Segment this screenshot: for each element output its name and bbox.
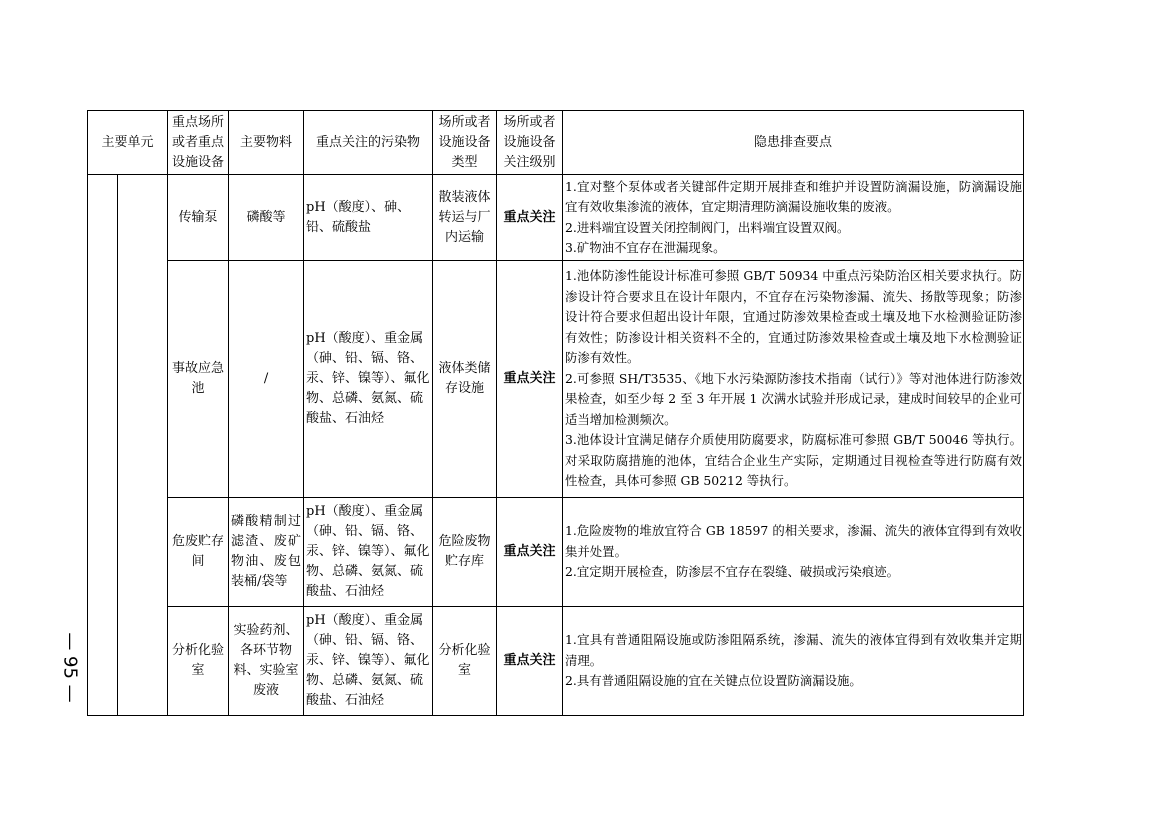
material-cell: 磷酸等: [229, 175, 304, 261]
table-row: [88, 175, 1024, 261]
header-site-type: 场所或者设施设备类型: [433, 111, 497, 175]
site-cell: 危废贮存间: [168, 498, 229, 607]
inspection-point: 2.可参照 SH/T3535、《地下水污染源防渗技术指南（试行）》等对池体进行防渗效果检查，如至少每 2 至 3 年开展 1 次满水试验并形成记录，建成时间较早的企业可适当增加检测频次。: [565, 370, 1023, 427]
table-row: [88, 607, 1024, 716]
main-unit-cell: [88, 175, 118, 716]
header-pollutant: 重点关注的污染物: [304, 111, 433, 175]
inspection-points-cell: [563, 175, 1024, 261]
attention-level-cell: 重点关注: [497, 261, 563, 498]
header-attention-level: 场所或者设施设备关注级别: [497, 111, 563, 175]
page-number-text: — 95 —: [59, 631, 81, 703]
material-cell: /: [229, 261, 304, 498]
site-type-cell: 液体类储存设施: [433, 261, 497, 498]
header-main-material: 主要物料: [229, 111, 304, 175]
inspection-points-cell: [563, 498, 1024, 607]
header-main-unit: 主要单元: [88, 111, 168, 175]
inspection-points-cell: [563, 607, 1024, 716]
material-cell: 磷酸精制过滤渣、废矿物油、废包装桶/袋等: [229, 498, 304, 607]
pollutant-cell: pH（酸度）、重金属（砷、铅、镉、铬、汞、锌、镍等）、氟化物、总磷、氨氮、硫酸盐、石油烃: [304, 498, 433, 607]
table-row: [88, 261, 1024, 498]
pollutant-cell: pH（酸度）、重金属（砷、铅、镉、铬、汞、锌、镍等）、氟化物、总磷、氨氮、硫酸盐、石油烃: [304, 607, 433, 716]
inspection-point: 2.进料端宜设置关闭控制阀门，出料端宜设置双阀。: [565, 219, 850, 235]
inspection-table: [87, 110, 1024, 716]
header-row: [88, 111, 1024, 175]
attention-level-cell: 重点关注: [497, 498, 563, 607]
inspection-point: 1.池体防渗性能设计标准可参照 GB/T 50934 中重点污染防治区相关要求执行。防渗设计符合要求且在设计年限内，不宜存在污染物渗漏、流失、扬散等现象；防渗设计符合要求但超出设计年限，宜通过防渗效果检查或土壤及地下水检测验证防渗有效性；防渗设计相关资料不全的，宜通过防渗效果检查或土壤及地下水检测验证防渗有效性。: [565, 268, 1023, 366]
table-row: [88, 498, 1024, 607]
inspection-point: 3.矿物油不宜存在泄漏现象。: [565, 240, 726, 255]
page-number: [52, 622, 88, 712]
site-cell: 传输泵: [168, 175, 229, 261]
site-cell: 事故应急池: [168, 261, 229, 498]
sub-unit-cell: [118, 175, 168, 716]
attention-level-cell: 重点关注: [497, 607, 563, 716]
inspection-point: 3.池体设计宜满足储存介质使用防腐要求，防腐标准可参照 GB/T 50046 等执行。对采取防腐措施的池体，宜结合企业生产实际，定期通过目视检查等进行防腐有效性检查，具体可参照 GB 50212 等执行。: [565, 432, 1023, 489]
inspection-points-cell: [563, 261, 1024, 498]
inspection-point: 2.具有普通阻隔设施的宜在关键点位设置防滴漏设施。: [565, 673, 862, 689]
pollutant-cell: pH（酸度）、重金属（砷、铅、镉、铬、汞、锌、镍等）、氟化物、总磷、氨氮、硫酸盐、石油烃: [304, 261, 433, 498]
attention-level-cell: 重点关注: [497, 175, 563, 261]
header-inspection-points: 隐患排查要点: [563, 111, 1024, 175]
inspection-point: 1.宜对整个泵体或者关键部件定期开展排查和维护并设置防滴漏设施，防滴漏设施宜有效收集渗流的液体，宜定期清理防滴漏设施收集的废液。: [565, 178, 1023, 214]
site-type-cell: 危险废物贮存库: [433, 498, 497, 607]
site-type-cell: 散装液体转运与厂内运输: [433, 175, 497, 261]
site-cell: 分析化验室: [168, 607, 229, 716]
inspection-point: 2.宜定期开展检查，防渗层不宜存在裂缝、破损或污染痕迹。: [565, 564, 899, 580]
material-cell: 实验药剂、各环节物料、实验室废液: [229, 607, 304, 716]
header-key-site: 重点场所或者重点设施设备: [168, 111, 229, 175]
site-type-cell: 分析化验室: [433, 607, 497, 716]
pollutant-cell: pH（酸度）、砷、铅、硫酸盐: [304, 175, 433, 261]
inspection-point: 1.宜具有普通阻隔设施或防渗阻隔系统，渗漏、流失的液体宜得到有效收集并定期清理。: [565, 632, 1023, 668]
inspection-point: 1.危险废物的堆放宜符合 GB 18597 的相关要求，渗漏、流失的液体宜得到有效收集并处置。: [565, 523, 1023, 559]
